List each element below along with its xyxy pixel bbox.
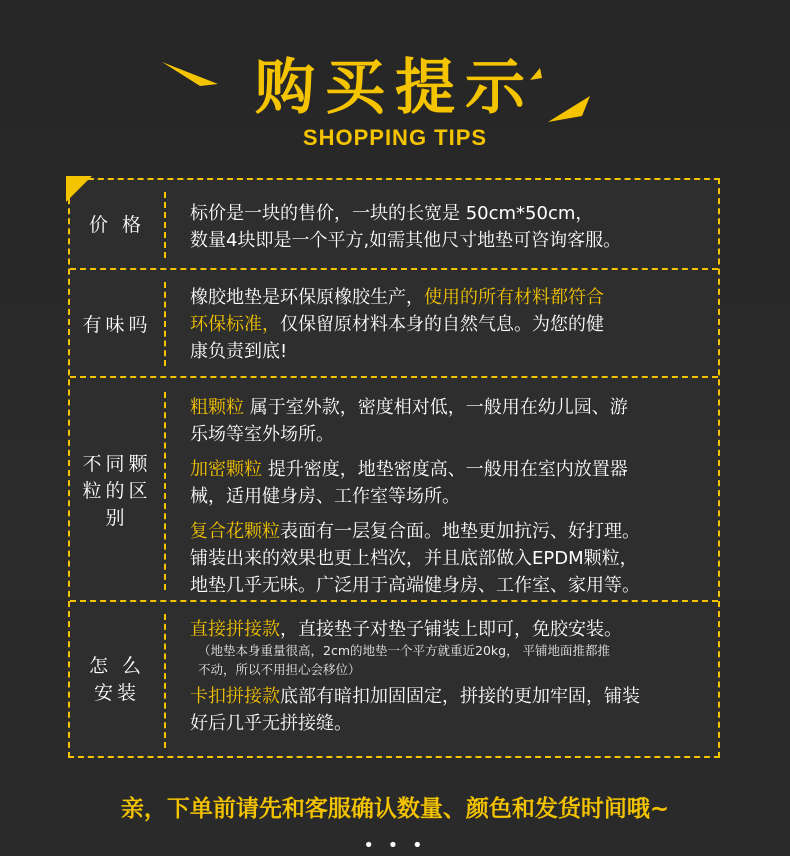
row-content-price: 标价是一块的售价，一块的长宽是 50cm*50cm， 数量4块即是一个平方,如需其他尺寸地垫可咨询客服。	[190, 203, 622, 251]
tips-row-granules	[70, 376, 718, 604]
highlight-text: 复合花颗粒	[190, 521, 280, 542]
row-content-smell: 橡胶地垫是环保原橡胶生产，使用的所有材料都符合 环保标准，仅保留原材料本身的自然气息。为您的健 康负责到底!	[190, 287, 604, 362]
tips-row-price	[70, 180, 718, 270]
divider	[164, 614, 166, 748]
row-content-install: 直接拼接款，直接垫子对垫子铺装上即可，免胶安装。 （地垫本身重量很高，2cm的地垫一个平方就重近20kg， 平铺地面推都推 不动，所以不用担心会移位） 卡扣拼接款底部有暗扣加固固定，拼接的更加牢固，铺装 好后几乎无拼接缝。	[190, 616, 708, 737]
tips-panel	[68, 178, 720, 758]
more-dots-icon: • • •	[363, 835, 427, 856]
highlight-text: 使用的所有材料都符合	[424, 287, 604, 308]
divider	[164, 282, 166, 366]
footer-notice: 亲，下单前请先和客服确认数量、颜色和发货时间哦~	[120, 796, 670, 822]
divider	[164, 392, 166, 590]
row-label-install: 怎 么 安装	[88, 655, 146, 704]
highlight-text: 直接拼接款	[190, 619, 280, 640]
row-label-smell: 有味吗	[82, 313, 152, 336]
highlight-text: 加密颗粒	[190, 459, 262, 480]
page-title: 购买提示	[255, 53, 535, 123]
highlight-text: 粗颗粒	[190, 397, 244, 418]
note-text: （地垫本身重量很高，2cm的地垫一个平方就重近20kg， 平铺地面推都推 不动，所以不用担心会移位）	[198, 643, 611, 677]
tips-row-install	[70, 600, 718, 758]
row-content-granules: 粗颗粒 属于室外款，密度相对低，一般用在幼儿园、游 乐场等室外场所。 加密颗粒 提升密度，地垫密度高、一般用在室内放置器 械，适用健身房、工作室等场所。 复合花颗粒表面有一层复合面。地垫更加抗污、好打理。 铺装出来的效果也更上档次，并且底部做入EPDM颗粒， 地垫几乎无味。广泛用于高端健身房、工作室、家用等。	[190, 397, 640, 596]
highlight-text: 环保标准，	[190, 314, 280, 335]
highlight-text: 卡扣拼接款	[190, 686, 280, 707]
row-label-granules: 不同颗 粒的区 别	[82, 452, 152, 529]
divider	[164, 192, 166, 258]
page-subtitle: SHOPPING TIPS	[302, 125, 488, 150]
tips-row-smell	[70, 268, 718, 380]
corner-triangle-icon	[66, 176, 92, 202]
row-label-price: 价 格	[88, 213, 146, 236]
